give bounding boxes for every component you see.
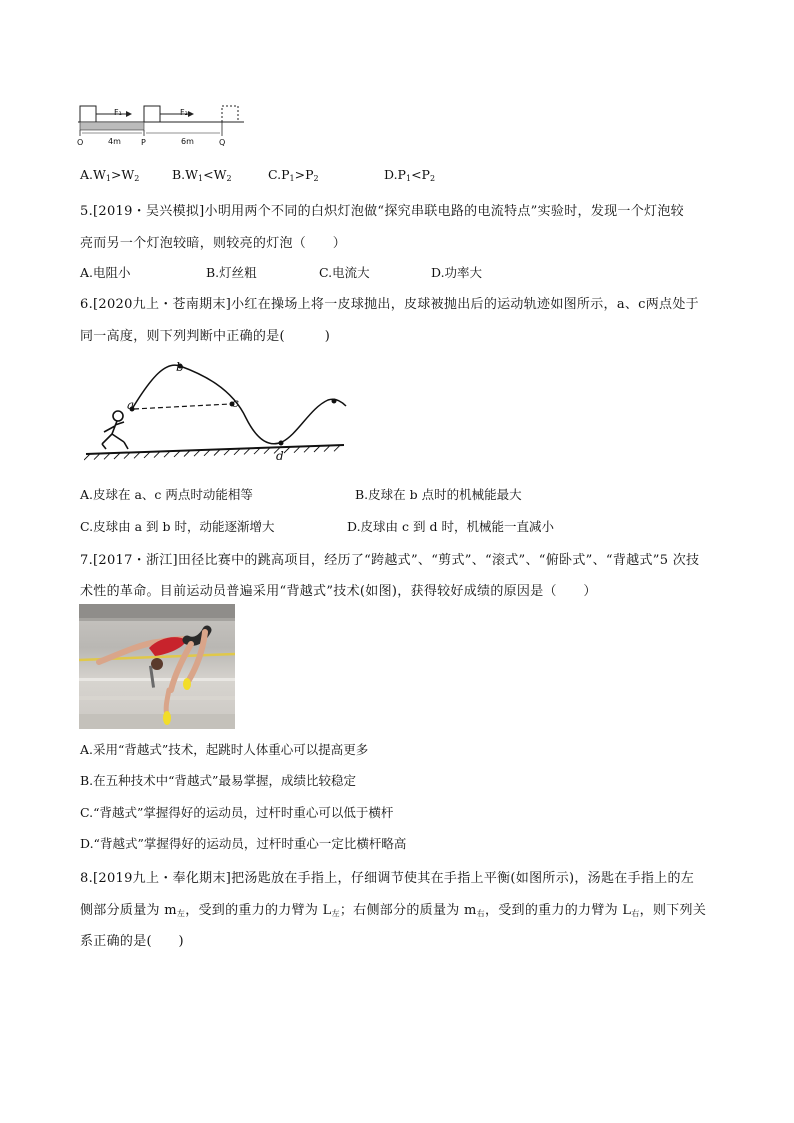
- q7-option-b[interactable]: B.在五种技术中“背越式”最易掌握，成绩比较稳定: [80, 773, 356, 788]
- distance-label-6m: 6m: [181, 137, 194, 146]
- q4-option-b[interactable]: $B.W_1<W_2$: [172, 167, 232, 183]
- force-label-f2: F₂: [180, 108, 188, 117]
- label-a: a: [127, 398, 135, 412]
- ground-line: [86, 445, 344, 454]
- q7-stem-line2: 术性的革命。目前运动员普遍采用“背越式”技术(如图)，获得较好成绩的原因是（ ）: [80, 584, 597, 599]
- q5-stem-line2: 亮而另一个灯泡较暗，则较亮的灯泡（ ）: [80, 236, 347, 251]
- block-1: [80, 106, 96, 122]
- trajectory-end-marker: [332, 399, 337, 404]
- high-jump-photo: [79, 604, 235, 729]
- q5-option-a[interactable]: A.电阻小: [80, 265, 131, 280]
- q6-stem-line1: 6.[2020九上・苍南期末]小红在操场上将一皮球抛出，皮球被抛出后的运动轨迹如图所示，a、c两点处于: [80, 297, 699, 312]
- thrower-figure: [102, 411, 128, 449]
- q6-option-b[interactable]: B.皮球在 b 点时的机械能最大: [355, 487, 522, 502]
- rough-surface: [80, 122, 144, 130]
- force-label-f1: F₁: [114, 108, 122, 117]
- q4-option-c[interactable]: $C.P_1>P_2$: [268, 167, 319, 183]
- label-d: d: [276, 449, 284, 463]
- point-label-o: O: [77, 138, 84, 147]
- distance-label-4m: 4m: [108, 137, 121, 146]
- q8-stem-line3: 系正确的是( ): [80, 934, 184, 949]
- q5-option-b[interactable]: B.灯丝粗: [206, 265, 257, 280]
- ball-trajectory-figure: [84, 356, 352, 464]
- q5-stem-line1: 5.[2019・吴兴模拟]小明用两个不同的白炽灯泡做“探究串联电路的电流特点”实验时，发现一个灯泡较: [80, 204, 684, 219]
- q7-option-a[interactable]: A.采用“背越式”技术，起跳时人体重心可以提高更多: [80, 742, 369, 757]
- trajectory-curve: [132, 365, 346, 444]
- point-label-q: Q: [219, 138, 226, 147]
- q6-option-a[interactable]: A.皮球在 a、c 两点时动能相等: [80, 487, 253, 502]
- q7-option-c[interactable]: C.“背越式”掌握得好的运动员，过杆时重心可以低于横杆: [80, 805, 394, 820]
- q8-stem-line1: 8.[2019九上・奉化期末]把汤匙放在手指上，仔细调节使其在手指上平衡(如图所示)，汤匙在手指上的左: [80, 871, 695, 886]
- q7-option-d[interactable]: D.“背越式”掌握得好的运动员，过杆时重心一定比横杆略高: [80, 836, 407, 851]
- q6-stem-line2: 同一高度，则下列判断中正确的是( ): [80, 329, 331, 344]
- block-3-dashed: [222, 106, 238, 122]
- q6-option-d[interactable]: D.皮球由 c 到 d 时，机械能一直减小: [347, 519, 554, 534]
- q6-option-c[interactable]: C.皮球由 a 到 b 时，动能逐渐增大: [80, 519, 275, 534]
- label-b: b: [176, 360, 184, 374]
- q5-option-d[interactable]: D.功率大: [431, 265, 483, 280]
- q7-stem-line1: 7.[2017・浙江]田径比赛中的跳高项目，经历了“跨越式”、“剪式”、“滚式”、“俯卧式”、“背越式”5 次技: [80, 553, 700, 568]
- q4-option-d[interactable]: $D.P_1<P_2$: [384, 167, 436, 183]
- equal-height-dashed-line: [134, 404, 230, 409]
- point-d-marker: [279, 441, 284, 446]
- point-label-p: P: [141, 138, 146, 147]
- block-2: [144, 106, 160, 122]
- label-c: c: [232, 396, 239, 410]
- q8-stem-line2: 侧部分质量为 $m_左$，受到的重力的力臂为 $L_左$；右侧部分的质量为 $m_右$，受到的重力的力臂为 $L_右$，则下列关: [80, 903, 707, 918]
- q4-option-a[interactable]: $A.W_1>W_2$: [80, 167, 140, 183]
- q5-option-c[interactable]: C.电流大: [319, 265, 370, 280]
